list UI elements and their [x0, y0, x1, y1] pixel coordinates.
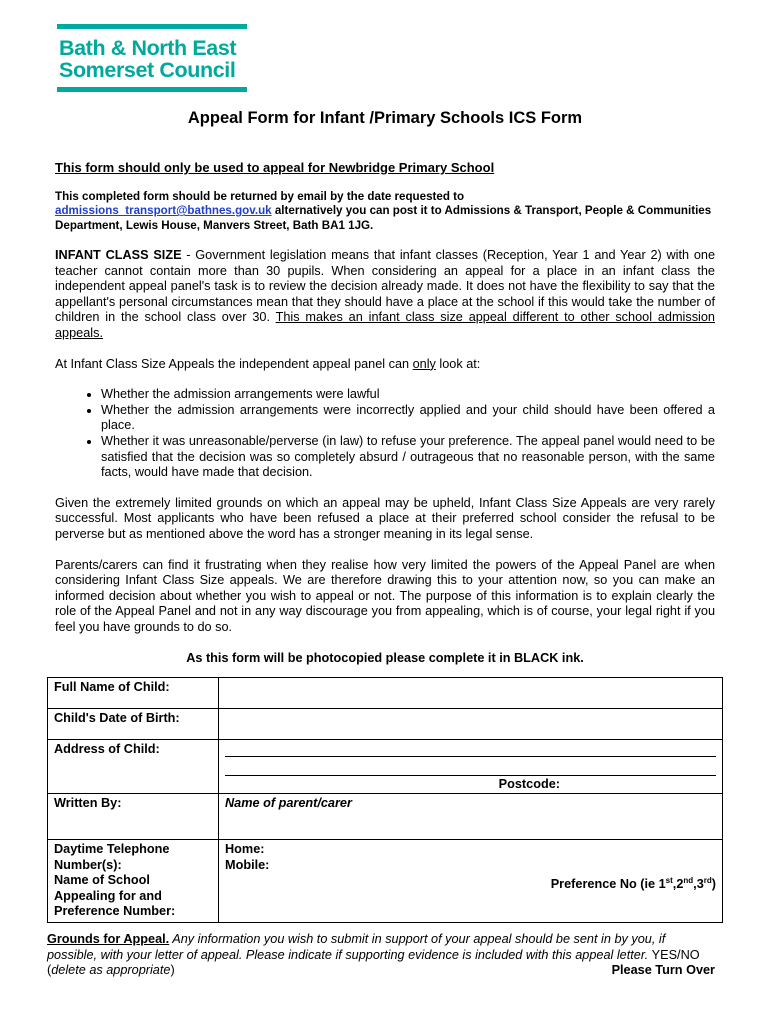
written-by-label: Written By:: [48, 794, 219, 840]
black-ink-notice: As this form will be photocopied please complete it in BLACK ink.: [186, 650, 584, 665]
grounds-for-appeal-section: Grounds for Appeal. Any information you wish to submit in support of your appeal should be sent in by you, if possible, with your letter of appeal. Please indicate if supporting evidence is included with this appeal letter. YES/NO (delete as appropriate) Please Turn Over: [47, 932, 715, 978]
council-logo: [57, 24, 247, 92]
panel-intro: [55, 357, 715, 373]
subheading: This form should only be used to appeal for Newbridge Primary School: [55, 160, 495, 175]
ics-lead: INFANT CLASS SIZE: [55, 248, 182, 263]
grounds-paragraph: Given the extremely limited grounds on which an appeal may be upheld, Infant Class Size Appeals are very rarely successful. Most applicants who have been refused a place at their preferred school consider the refusal to be perverse but as mentioned above the word has a stronger meaning in its legal sense.: [55, 495, 715, 541]
return-notice-before: This completed form should be returned by email by the date requested to: [55, 189, 465, 203]
panel-intro-only: only: [412, 356, 436, 371]
yes-no-option[interactable]: YES/NO: [651, 947, 700, 962]
address-field[interactable]: [219, 740, 723, 794]
parent-carer-name-label: Name of parent/carer: [225, 796, 352, 810]
applicant-form-table: [47, 677, 723, 923]
table-row: [48, 794, 723, 840]
full-name-label: Full Name of Child:: [48, 678, 219, 709]
table-row: [48, 740, 723, 794]
telephone-and-school-field[interactable]: [219, 840, 723, 923]
delete-note: delete as appropriate: [51, 963, 171, 978]
grounds-text: Any information you wish to submit in support of your appeal should be sent in by you, if possible, with your letter of appeal. Please indicate if supporting evidence is included with this appeal letter.: [47, 932, 666, 962]
list-item: • Whether the admission arrangements were lawful: [101, 387, 715, 403]
telephone-and-school-labels: [48, 840, 219, 923]
home-phone-label: Home:: [225, 842, 265, 856]
postcode-label: Postcode:: [498, 777, 560, 791]
ics-body: - Government legislation means that infant classes (Reception, Year 1 and Year 2) with one teacher cannot contain more than 30 pupils. When considering an appeal for a place in an infant class the independent appeal panel's task is to review the decision already made. It does not have the flexibility to say that the appellant's personal circumstances mean that they should have a place at the school if this would take the number of children in the school class over 30.: [55, 248, 715, 325]
mobile-phone-label: Mobile:: [225, 857, 270, 872]
return-notice: [55, 190, 715, 234]
panel-intro-after: look at:: [435, 356, 481, 371]
ics-paragraph: [55, 248, 715, 342]
parents-paragraph: Parents/carers can find it frustrating when they realise how very limited the powers of the Appeal Panel are when considering Infant Class Size appeals. We are therefore drawing this to your attention now, so you can make an informed decision about whether you wish to appeal or not. The purpose of this information is to explain clearly the role of the Appeal Panel and not in any way discourage you from appealing, which is of course, your legal right if you feel you have grounds to do so.: [55, 557, 715, 634]
written-by-field[interactable]: [219, 794, 723, 840]
email-link[interactable]: admissions_transport@bathnes.gov.uk: [55, 204, 272, 218]
table-row: [48, 678, 723, 709]
criteria-list: [55, 387, 715, 481]
table-row: [48, 840, 723, 923]
please-turn-over: Please Turn Over: [611, 963, 715, 978]
preference-number-label: Preference No (ie 1st,2nd,3rd): [550, 876, 716, 892]
panel-intro-before: At Infant Class Size Appeals the independent appeal panel can: [55, 356, 413, 371]
full-name-field[interactable]: [219, 678, 723, 709]
logo-text: [57, 29, 247, 87]
ics-underlined: This makes an infant class size appeal different to other school admission appeals.: [55, 310, 715, 341]
table-row: [48, 709, 723, 740]
document-body: [55, 160, 715, 666]
dob-label: Child's Date of Birth:: [48, 709, 219, 740]
logo-line-1: Bath & North East: [59, 36, 237, 60]
school-label: Name of School Appealing for and Preference Number:: [54, 873, 176, 918]
logo-bottom-bar: [57, 87, 247, 92]
logo-line-2: Somerset Council: [59, 58, 236, 82]
list-item: • Whether the admission arrangements were incorrectly applied and your child should have been offered a place.: [101, 403, 715, 434]
grounds-label: Grounds for Appeal.: [47, 932, 170, 946]
return-notice-after: alternatively you can post it to Admissions & Transport, People & Communities Department, Lewis House, Manvers Street, Bath BA1 1JG.: [55, 204, 712, 232]
telephone-label: Daytime Telephone Number(s):: [54, 842, 170, 872]
dob-field[interactable]: [219, 709, 723, 740]
address-label: Address of Child:: [48, 740, 219, 794]
list-item: • Whether it was unreasonable/perverse (in law) to refuse your preference. The appeal panel would need to be satisfied that the decision was so completely absurd / outrageous that no reasonable person, with the same facts, would have made that decision.: [101, 434, 715, 481]
form-title: Appeal Form for Infant /Primary Schools ICS Form: [187, 109, 583, 127]
